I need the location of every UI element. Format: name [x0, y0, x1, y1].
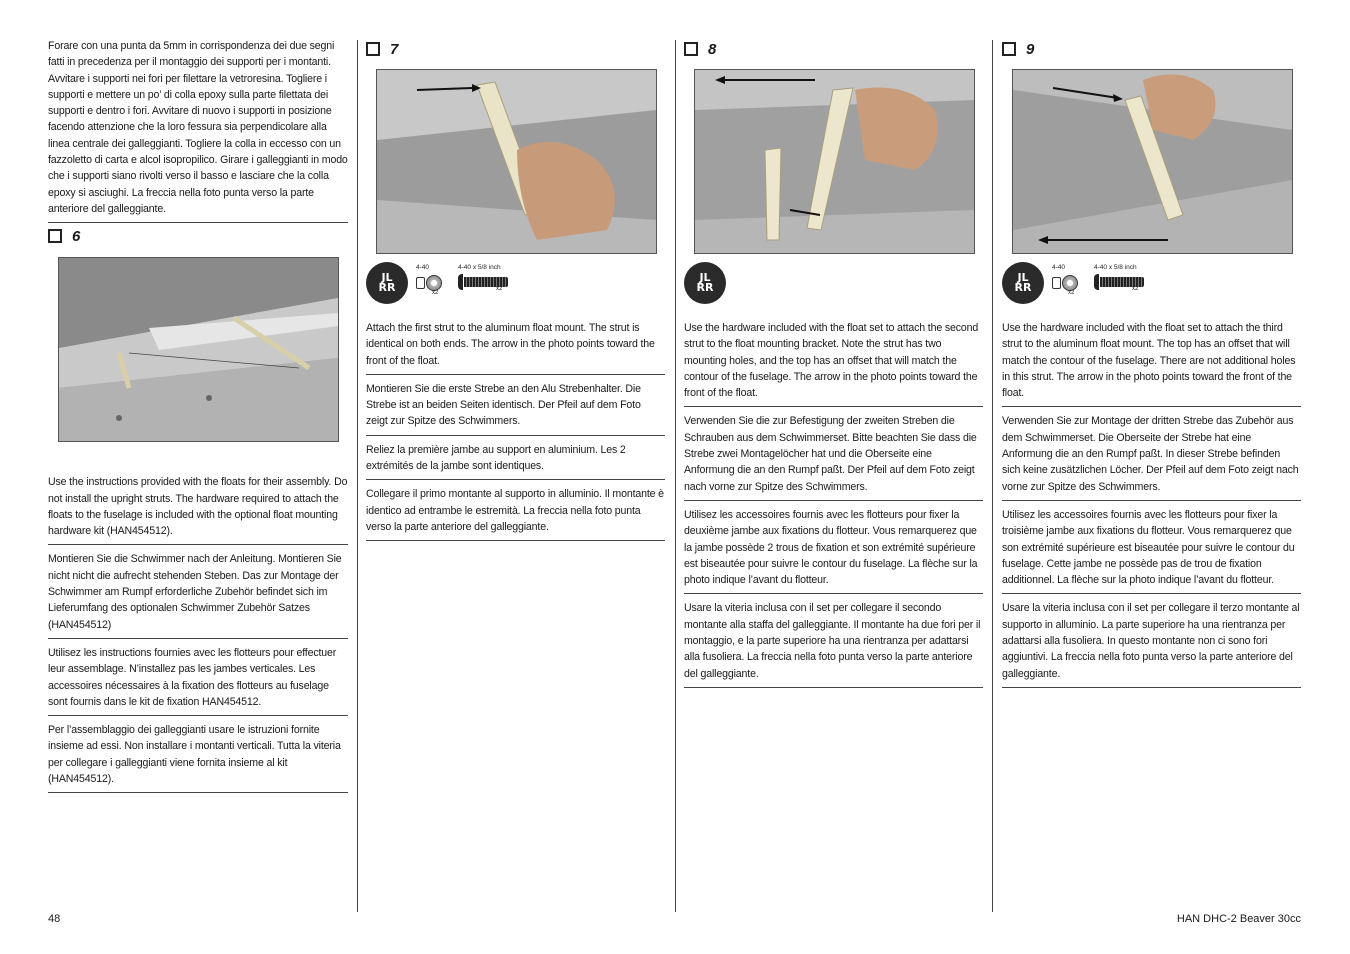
screw-quantity: x2 [496, 286, 503, 292]
italian-text: Collegare il primo montante al supporto in alluminio. Il montante è identico ad entrambe le estremità. La freccia nella foto punta verso la parte anteriore del galleggiante. [366, 480, 665, 541]
screw-label: 4-40 x 5/8 inch [458, 264, 501, 271]
photo-step-6 [58, 257, 339, 442]
step-6-heading [48, 223, 348, 249]
step-8-heading [684, 36, 983, 62]
french-text: Reliez la première jambe au support en aluminium. Les 2 extrémités de la jambe sont identiques. [366, 436, 665, 481]
column-divider [992, 40, 993, 912]
column-divider [357, 40, 358, 912]
italian-text: Per l’assemblaggio dei galleggianti usare le istruzioni fornite insieme ad essi. Non installare i montanti verticali. Tutta la viteria per collegare i galleggianti viene fornita insieme al kit (HAN454512). [48, 716, 348, 793]
screw-hardware [1094, 262, 1144, 292]
screw-label: 4-40 x 5/8 inch [1094, 264, 1137, 271]
english-text: Use the hardware included with the float set to attach the third strut to the aluminum float mount. The top has an offset that will match the contour of the fuselage. There are not additional holes in this strut. The arrow in the photo points toward the front of the float. [1002, 314, 1301, 407]
page-number: 48 [48, 913, 61, 925]
nut-label: 4-40 [416, 264, 430, 271]
strut-attach-illustration [377, 70, 656, 253]
step-number: 8 [708, 40, 717, 58]
french-text: Utilisez les accessoires fournis avec les flotteurs pour fixer la deuxième jambe aux fixations du flotteur. Vous remarquerez que la jambe possède 2 trous de fixation et son extrémité supérieure est biseautée pour suivre le contour du fuselage. La flèche sur la photo indique l’avant du flotteur. [684, 501, 983, 594]
german-text: Montieren Sie die Schwimmer nach der Anleitung. Montieren Sie nicht nicht die aufrecht stehenden Steben. Das zur Montage der Schwimmer am Rumpf erforderliche Zubehör befindet sich im Lieferumfang des optionalen Schwimmer Zubehör Satzes (HAN454512) [48, 545, 348, 638]
step-number: 7 [390, 40, 399, 58]
hardware-row [1002, 262, 1301, 308]
step-number: 9 [1026, 40, 1035, 58]
english-text: Use the instructions provided with the floats for their assembly. Do not install the upright struts. The hardware required to attach the floats to the fuselage is included with the optional float mounting hardware kit (HAN454512). [48, 468, 348, 545]
column-step-8 [684, 36, 983, 688]
checkbox-icon[interactable] [684, 42, 698, 56]
nut-label: 4-40 [1052, 264, 1066, 271]
hangar9-logo-icon: JL RR [1002, 262, 1044, 304]
float-strut-illustration [59, 258, 338, 441]
english-text: Use the hardware included with the float set to attach the second strut to the float mounting bracket. Note the strut has two mounting holes, and the top has an offset that will match the contour of the fuselage. The arrow in the photo points toward the front of the float. [684, 314, 983, 407]
column-step-6 [48, 36, 348, 793]
nut-icon [426, 275, 442, 291]
english-text: Attach the first strut to the aluminum float mount. The strut is identical on both ends. The arrow in the photo points toward the front of the float. [366, 314, 665, 375]
german-text: Verwenden Sie die zur Befestigung der zweiten Streben die Schrauben aus dem Schwimmerset. Bitte beachten Sie dass die Strebe zwei Montagelöcher hat und die Oberseite eine Anformung die an den Rumpf paßt. Der Pfeil auf dem Foto zeigt nach vorne zur Spitze des Schwimmers. [684, 407, 983, 500]
step-9-heading [1002, 36, 1301, 62]
nut-hardware [416, 262, 442, 296]
german-text: Verwenden Sie zur Montage der dritten Strebe das Zubehör aus dem Schwimmerset. Die Oberseite der Strebe hat eine Anformung die an den Rumpf paßt. In dieser Strebe befinden sich keine zusätzlichen Löcher. Der Pfeil auf dem Foto zeigt nach vorne zur Spitze des Schwimmers. [1002, 407, 1301, 500]
manual-title: HAN DHC-2 Beaver 30cc [1176, 913, 1301, 925]
photo-step-8 [694, 69, 975, 254]
checkbox-icon[interactable] [366, 42, 380, 56]
german-text: Montieren Sie die erste Strebe an den Alu Strebenhalter. Die Strebe ist an beiden Seiten identisch. Der Pfeil auf dem Foto zeigt zur Spitze des Schwimmers. [366, 375, 665, 436]
hangar9-logo-icon: JL RR [684, 262, 726, 304]
hangar9-logo-icon: JL RR [366, 262, 408, 304]
screw-hardware [458, 262, 508, 292]
column-step-7 [366, 36, 665, 541]
screw-quantity: x2 [1132, 286, 1139, 292]
nut-quantity: x2 [1068, 290, 1075, 296]
nut-hardware [1052, 262, 1078, 296]
third-strut-illustration [1013, 70, 1292, 253]
column-divider [675, 40, 676, 912]
photo-step-9 [1012, 69, 1293, 254]
photo-step-7 [376, 69, 657, 254]
checkbox-icon[interactable] [48, 229, 62, 243]
step-7-heading [366, 36, 665, 62]
second-strut-illustration [695, 70, 974, 253]
nut-quantity: x2 [432, 290, 439, 296]
step-number: 6 [72, 227, 81, 245]
column-step-9 [1002, 36, 1301, 688]
hardware-row [366, 262, 665, 308]
nut-icon [1062, 275, 1078, 291]
intro-italian-text: Forare con una punta da 5mm in corrispondenza dei due segni fatti in precedenza per il montaggio dei supporti per i montanti. Avvitare i supporti nei fori per filettare la vetroresina. Togliere i supporti e mettere un po’ di colla epoxy sulla parte filettata dei supporti e dentro i fori. Avvitare di nuovo i supporti in posizione facendo attenzione che la loro fessura sia perpendicolare alla linea centrale dei galleggianti. Togliere la colla in eccesso con un fazzoletto di carta e alcol isopropilico. Girare i galleggianti in modo che i supporti siano rivolti verso il basso e lasciare che la colla epoxy si asciughi. La freccia nella foto punta verso la parte anteriore del galleggiante. [48, 36, 348, 223]
french-text: Utilisez les accessoires fournis avec les flotteurs pour fixer la troisième jambe aux fixations du flotteur. Vous remarquerez que son extrémité supérieure est biseautée pour suivre le contour du fuselage. Cette jambe ne possède pas de trou de fixation additionnel. La flèche sur la photo indique l’avant du flotteur. [1002, 501, 1301, 594]
hardware-row [684, 262, 983, 308]
french-text: Utilisez les instructions fournies avec les flotteurs pour effectuer leur assemblage. N’installez pas les jambes verticales. Les accessoires nécessaires à la fixation des flotteurs au fuselage sont fournis dans le kit de fixation HAN454512. [48, 639, 348, 716]
checkbox-icon[interactable] [1002, 42, 1016, 56]
italian-text: Usare la viteria inclusa con il set per collegare il secondo montante alla staffa del galleggiante. Il montante ha due fori per il montaggio, e la parte superiore ha una rientranza per adattarsi alla fusoliera. La freccia nella foto punta verso la parte anteriore del galleggiante. [684, 594, 983, 687]
italian-text: Usare la viteria inclusa con il set per collegare il terzo montante al supporto in alluminio. La parte superiore ha una rientranza per adattarsi alla fusoliera. In questo montante non ci sono fori aggiuntivi. La freccia nella foto punta verso la parte anteriore del galleggiante. [1002, 594, 1301, 687]
